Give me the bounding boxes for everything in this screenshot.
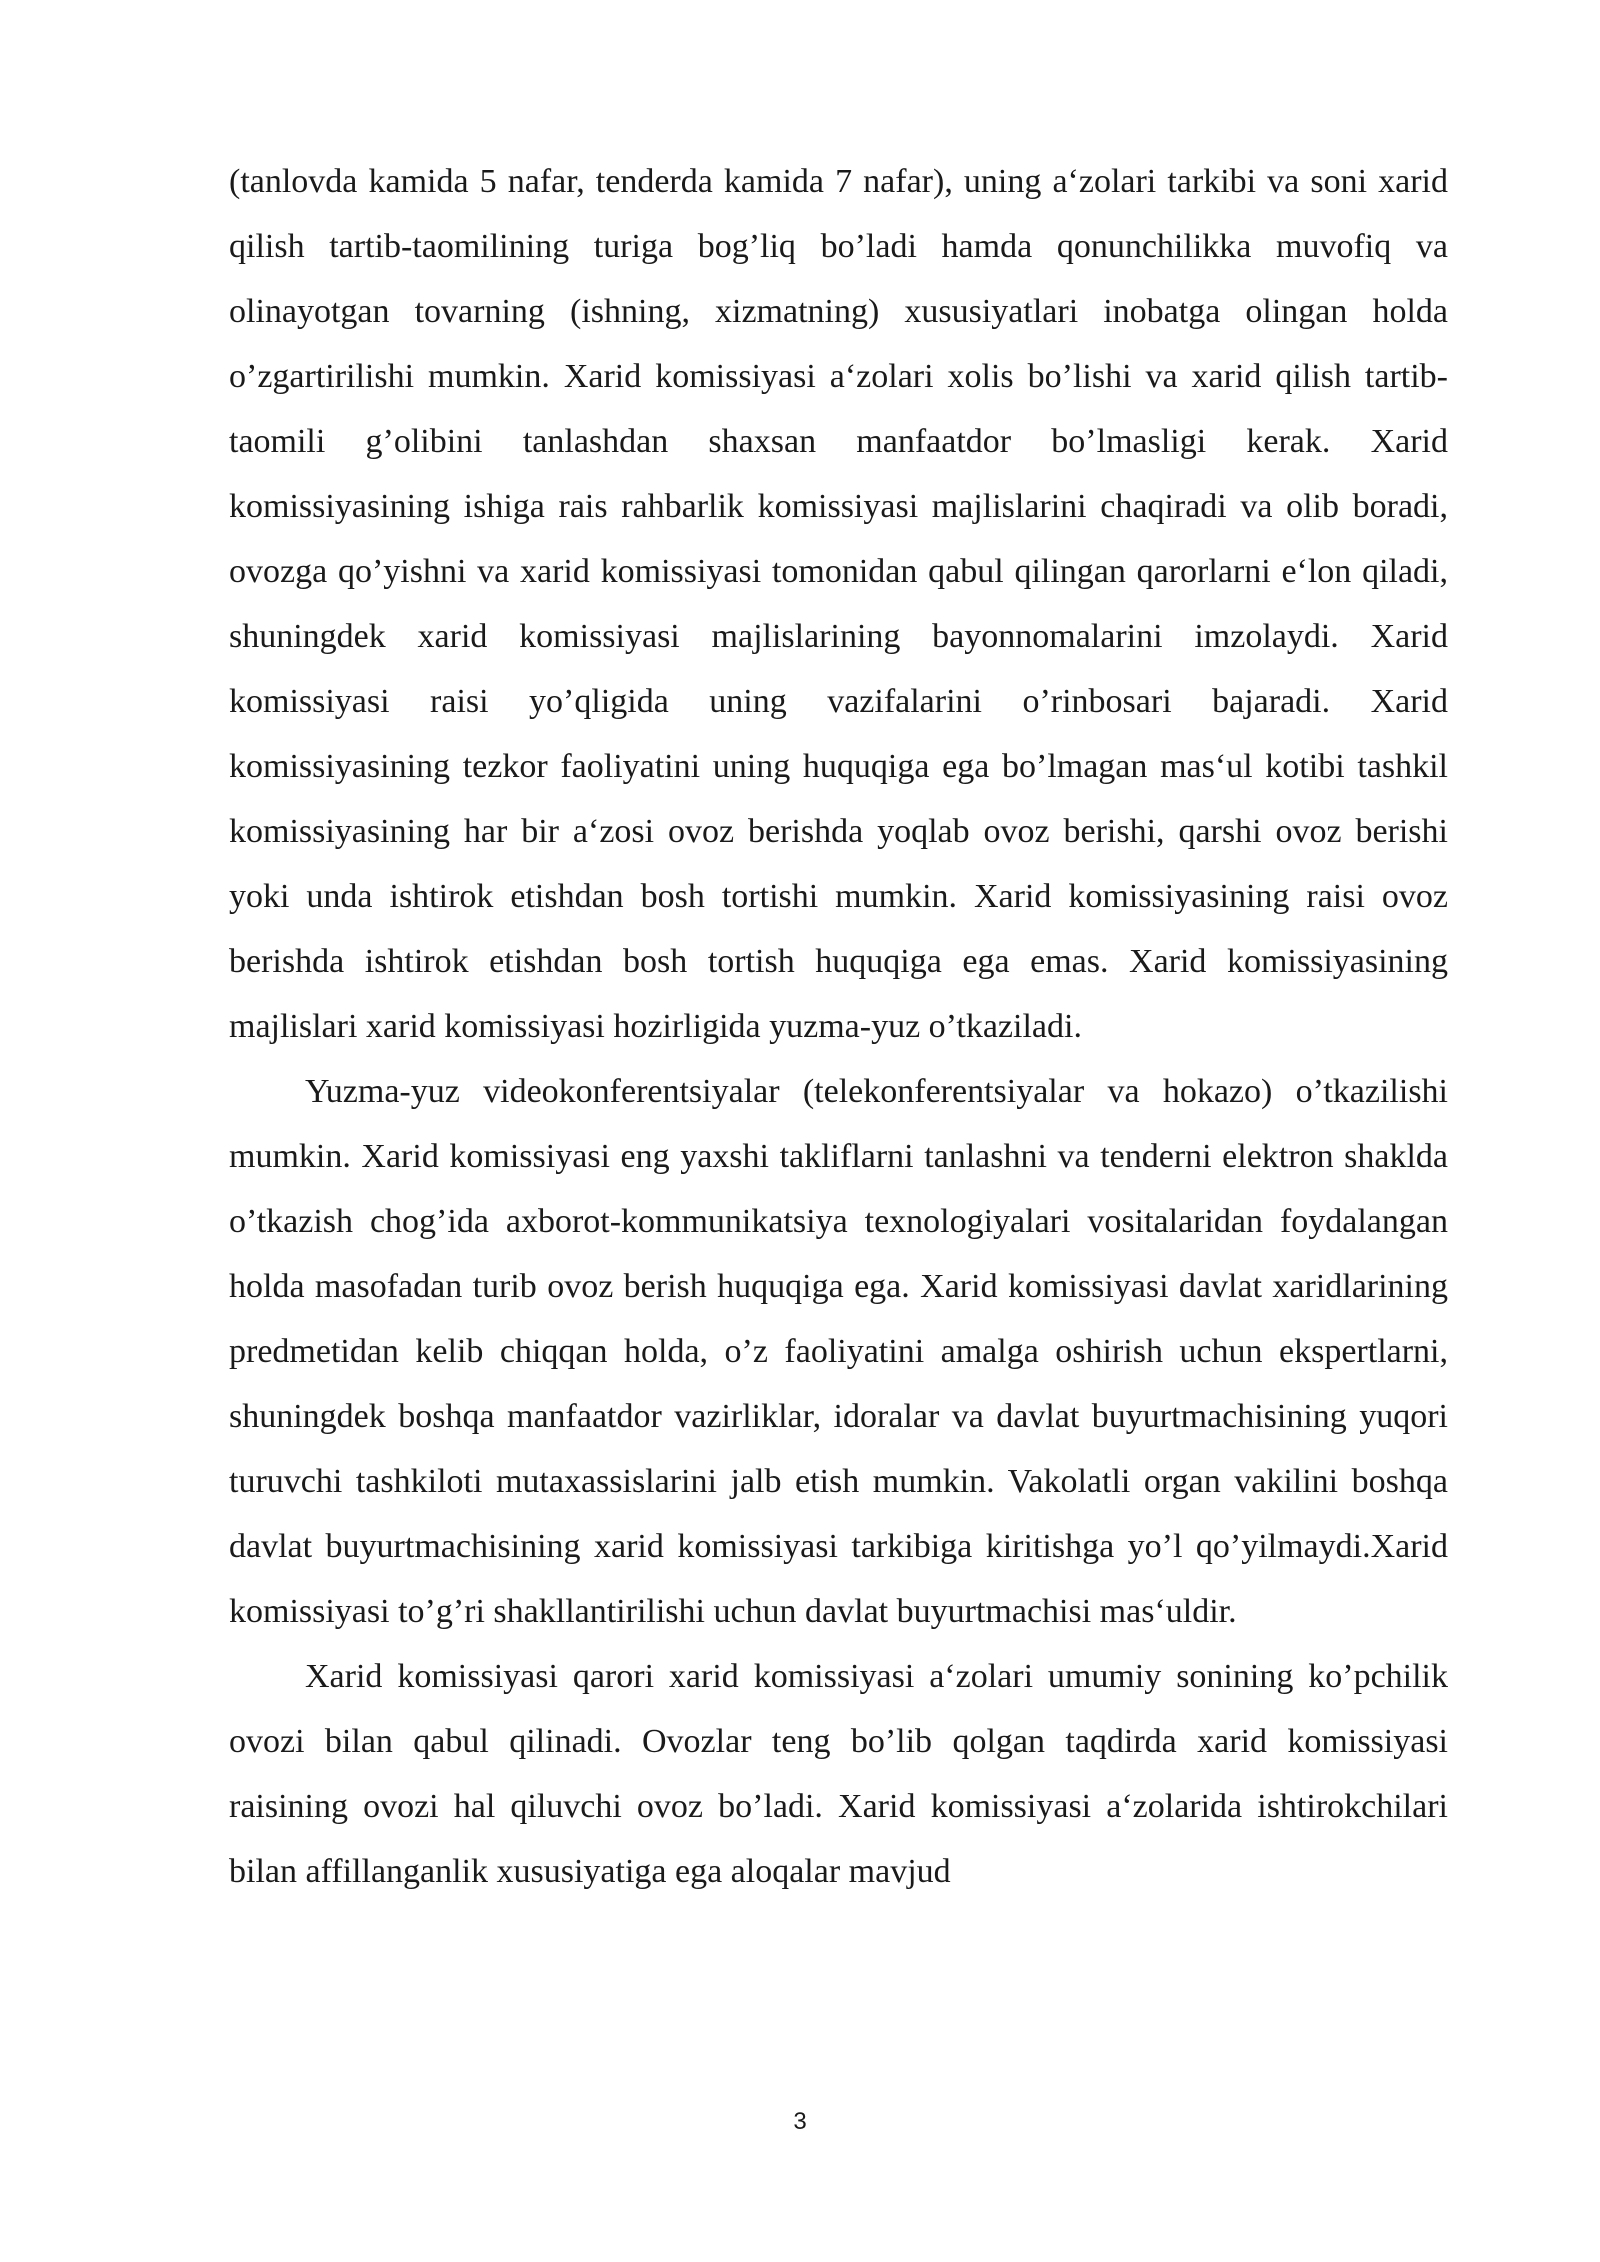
paragraph-2: Yuzma-yuz videokonferentsiyalar (telekonferentsiyalar va hokazo) o’tkazilishi mumkin. Xarid komissiyasi eng yaxshi takliflarni tanlashni va tenderni elektron shaklda o’tkazish chog’ida axborot-kommunikatsiya texnologiyalari vositalaridan foydalangan holda masofadan turib ovoz berish huquqiga ega. Xarid komissiyasi davlat xaridlarining predmetidan kelib chiqqan holda, o’z faoliyatini amalga oshirish uchun ekspertlarni, shuningdek boshqa manfaatdor vazirliklar, idoralar va davlat buyurtmachisining yuqori turuvchi tashkiloti mutaxassislarini jalb etish mumkin. Vakolatli organ vakilini boshqa davlat buyurtmachisining xarid komissiyasi tarkibiga kiritishga yo’l qo’yilmaydi.Xarid komissiyasi to’g’ri shakllantirilishi uchun davlat buyurtmachisi mas‘uldir. [229,1073,1448,1630]
paragraph-1: (tanlovda kamida 5 nafar, tenderda kamida 7 nafar), uning a‘zolari tarkibi va soni xarid qilish tartib-taomilining turiga bog’liq bo’ladi hamda qonunchilikka muvofiq va olinayotgan tovarning (ishning, xizmatning) xususiyatlari inobatga olingan holda o’zgartirilishi mumkin. Xarid komissiyasi a‘zolari xolis bo’lishi va xarid qilish tartib-taomili g’olibini tanlashdan shaxsan manfaatdor bo’lmasligi kerak. Xarid komissiyasining ishiga rais rahbarlik komissiyasi majlislarini chaqiradi va olib boradi, ovozga qo’yishni va xarid komissiyasi tomonidan qabul qilingan qarorlarni e‘lon qiladi, shuningdek xarid komissiyasi majlislarining bayonnomalarini imzolaydi. Xarid komissiyasi raisi yo’qligida uning vazifalarini o’rinbosari bajaradi. Xarid komissiyasining tezkor faoliyatini uning huquqiga ega bo’lmagan mas‘ul kotibi tashkil komissiyasining har bir a‘zosi ovoz berishda yoqlab ovoz berishi, qarshi ovoz berishi yoki unda ishtirok etishdan bosh tortishi mumkin. Xarid komissiyasining raisi ovoz berishda ishtirok etishdan bosh tortish huquqiga ega emas. Xarid komissiyasining majlislari xarid komissiyasi hozirligida yuzma-yuz o’tkaziladi. [229,163,1448,1045]
page-number: 3 [793,2108,807,2135]
body-text [229,149,1448,1904]
paragraph-3: Xarid komissiyasi qarori xarid komissiyasi a‘zolari umumiy sonining ko’pchilik ovozi bilan qabul qilinadi. Ovozlar teng bo’lib qolgan taqdirda xarid komissiyasi raisining ovozi hal qiluvchi ovoz bo’ladi. Xarid komissiyasi a‘zolarida ishtirokchilari bilan affillanganlik xususiyatiga ega aloqalar mavjud [229,1658,1448,1890]
